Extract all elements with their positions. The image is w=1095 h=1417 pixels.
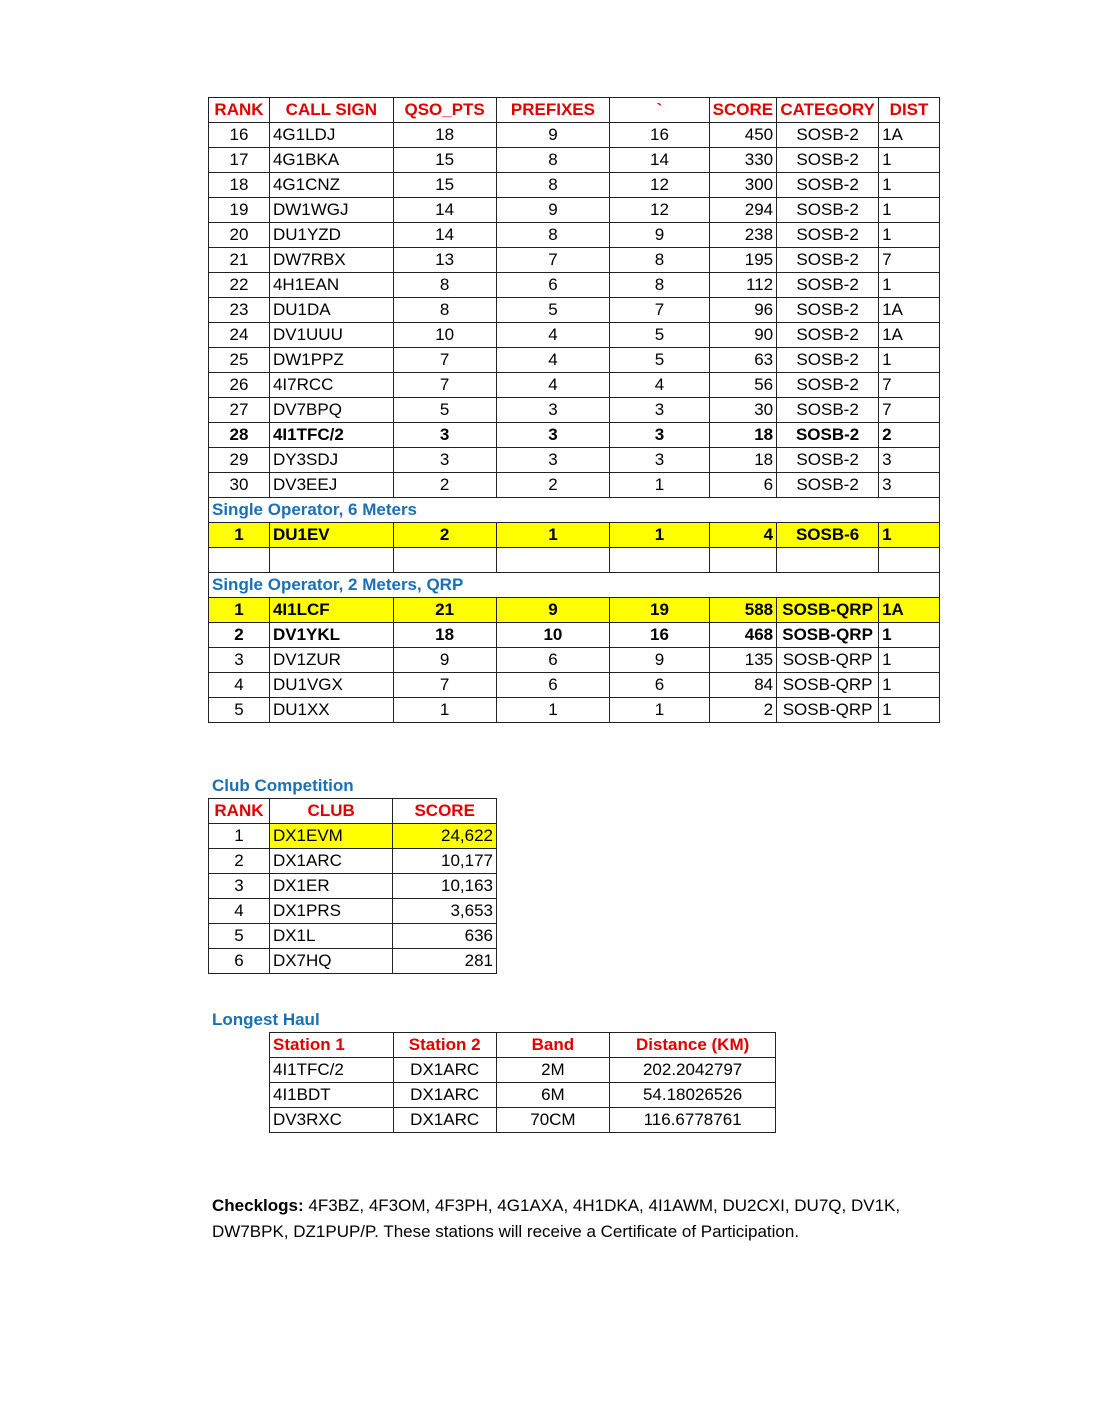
table-row — [209, 348, 940, 373]
cell-score: 96 — [709, 298, 776, 323]
blank-cell — [709, 548, 776, 573]
cell-score: 468 — [709, 623, 776, 648]
cell-backtick: 5 — [610, 348, 709, 373]
cell-call-sign: DU1XX — [269, 698, 393, 723]
haul-header-station-1: Station 1 — [270, 1033, 394, 1058]
cell-backtick: 19 — [610, 598, 709, 623]
table-row — [270, 1108, 776, 1133]
club-cell-club: DX1ER — [269, 874, 392, 899]
cell-backtick: 8 — [610, 248, 709, 273]
cell-call-sign: DV3EEJ — [269, 473, 393, 498]
club-competition-table — [208, 798, 497, 974]
cell-call-sign: DV1YKL — [269, 623, 393, 648]
header-dist: DIST — [879, 98, 940, 123]
haul-header-band: Band — [496, 1033, 610, 1058]
cell-backtick: 6 — [610, 673, 709, 698]
table-row — [209, 173, 940, 198]
table-row — [209, 198, 940, 223]
table-row — [209, 623, 940, 648]
cell-qso-pts: 7 — [393, 373, 496, 398]
cell-category: SOSB-QRP — [777, 648, 879, 673]
club-header-club: CLUB — [269, 799, 392, 824]
cell-score: 84 — [709, 673, 776, 698]
cell-call-sign: DV7BPQ — [269, 398, 393, 423]
club-cell-score: 10,177 — [393, 849, 497, 874]
cell-dist: 1 — [879, 523, 940, 548]
cell-category: SOSB-2 — [777, 248, 879, 273]
cell-backtick: 14 — [610, 148, 709, 173]
cell-category: SOSB-2 — [777, 373, 879, 398]
club-cell-club: DX7HQ — [269, 949, 392, 974]
cell-score: 238 — [709, 223, 776, 248]
main-results-table — [208, 97, 940, 723]
cell-rank: 16 — [209, 123, 270, 148]
cell-category: SOSB-2 — [777, 348, 879, 373]
table-row — [209, 673, 940, 698]
cell-score: 112 — [709, 273, 776, 298]
table-row — [209, 598, 940, 623]
haul-cell-station-1: 4I1BDT — [270, 1083, 394, 1108]
cell-rank: 20 — [209, 223, 270, 248]
table-row — [209, 398, 940, 423]
cell-prefixes: 9 — [496, 123, 610, 148]
cell-call-sign: DV1UUU — [269, 323, 393, 348]
cell-backtick: 3 — [610, 398, 709, 423]
cell-backtick: 1 — [610, 523, 709, 548]
cell-qso-pts: 3 — [393, 423, 496, 448]
cell-qso-pts: 15 — [393, 148, 496, 173]
cell-call-sign: 4G1BKA — [269, 148, 393, 173]
blank-cell — [209, 548, 270, 573]
cell-score: 2 — [709, 698, 776, 723]
cell-rank: 2 — [209, 623, 270, 648]
cell-rank: 5 — [209, 698, 270, 723]
cell-rank: 25 — [209, 348, 270, 373]
table-row — [209, 323, 940, 348]
haul-cell-station-2: DX1ARC — [393, 1058, 496, 1083]
cell-backtick: 4 — [610, 373, 709, 398]
haul-cell-distance: 202.2042797 — [610, 1058, 776, 1083]
haul-cell-band: 6M — [496, 1083, 610, 1108]
cell-dist: 1 — [879, 623, 940, 648]
cell-dist: 1 — [879, 348, 940, 373]
cell-category: SOSB-QRP — [777, 598, 879, 623]
cell-prefixes: 5 — [496, 298, 610, 323]
cell-prefixes: 3 — [496, 398, 610, 423]
cell-call-sign: DY3SDJ — [269, 448, 393, 473]
cell-score: 588 — [709, 598, 776, 623]
club-cell-club: DX1EVM — [269, 824, 392, 849]
cell-qso-pts: 8 — [393, 298, 496, 323]
club-cell-score: 3,653 — [393, 899, 497, 924]
table-row — [209, 523, 940, 548]
haul-cell-station-2: DX1ARC — [393, 1083, 496, 1108]
cell-score: 195 — [709, 248, 776, 273]
club-cell-score: 10,163 — [393, 874, 497, 899]
table-row — [209, 298, 940, 323]
haul-header-distance: Distance (KM) — [610, 1033, 776, 1058]
main-header-row — [209, 98, 940, 123]
cell-prefixes: 8 — [496, 148, 610, 173]
cell-backtick: 12 — [610, 173, 709, 198]
table-row — [209, 924, 497, 949]
cell-call-sign: DU1VGX — [269, 673, 393, 698]
cell-rank: 18 — [209, 173, 270, 198]
cell-prefixes: 2 — [496, 473, 610, 498]
cell-dist: 1 — [879, 223, 940, 248]
cell-score: 6 — [709, 473, 776, 498]
cell-backtick: 5 — [610, 323, 709, 348]
cell-dist: 1A — [879, 298, 940, 323]
table-row — [209, 273, 940, 298]
cell-prefixes: 9 — [496, 598, 610, 623]
table-row — [209, 874, 497, 899]
table-row — [209, 148, 940, 173]
cell-qso-pts: 18 — [393, 623, 496, 648]
cell-backtick: 16 — [610, 623, 709, 648]
cell-prefixes: 9 — [496, 198, 610, 223]
table-row — [270, 1058, 776, 1083]
cell-call-sign: 4G1LDJ — [269, 123, 393, 148]
cell-qso-pts: 21 — [393, 598, 496, 623]
longest-haul-title: Longest Haul — [212, 1010, 320, 1029]
blank-row — [209, 548, 940, 573]
header-qso-pts: QSO_PTS — [393, 98, 496, 123]
cell-score: 294 — [709, 198, 776, 223]
cell-rank: 1 — [209, 523, 270, 548]
cell-score: 18 — [709, 423, 776, 448]
cell-backtick: 1 — [610, 473, 709, 498]
cell-prefixes: 8 — [496, 173, 610, 198]
cell-category: SOSB-2 — [777, 223, 879, 248]
blank-cell — [879, 548, 940, 573]
cell-category: SOSB-2 — [777, 473, 879, 498]
cell-dist: 1 — [879, 273, 940, 298]
checklogs-label: Checklogs: — [212, 1196, 304, 1215]
cell-rank: 27 — [209, 398, 270, 423]
cell-score: 18 — [709, 448, 776, 473]
cell-category: SOSB-2 — [777, 323, 879, 348]
club-cell-rank: 6 — [209, 949, 270, 974]
cell-qso-pts: 14 — [393, 198, 496, 223]
club-header-score: SCORE — [393, 799, 497, 824]
cell-dist: 1A — [879, 598, 940, 623]
blank-cell — [610, 548, 709, 573]
cell-category: SOSB-2 — [777, 423, 879, 448]
cell-backtick: 1 — [610, 698, 709, 723]
table-row — [209, 473, 940, 498]
cell-qso-pts: 9 — [393, 648, 496, 673]
haul-cell-distance: 54.18026526 — [610, 1083, 776, 1108]
club-cell-club: DX1PRS — [269, 899, 392, 924]
cell-rank: 19 — [209, 198, 270, 223]
blank-cell — [269, 548, 393, 573]
cell-qso-pts: 10 — [393, 323, 496, 348]
cell-category: SOSB-QRP — [777, 623, 879, 648]
cell-dist: 1 — [879, 198, 940, 223]
club-header-row — [209, 799, 497, 824]
cell-dist: 2 — [879, 423, 940, 448]
cell-qso-pts: 1 — [393, 698, 496, 723]
cell-rank: 28 — [209, 423, 270, 448]
table-row — [209, 899, 497, 924]
cell-call-sign: DW1WGJ — [269, 198, 393, 223]
cell-prefixes: 1 — [496, 698, 610, 723]
table-row — [209, 949, 497, 974]
cell-call-sign: DW1PPZ — [269, 348, 393, 373]
cell-rank: 24 — [209, 323, 270, 348]
cell-qso-pts: 7 — [393, 673, 496, 698]
table-row — [209, 373, 940, 398]
haul-cell-station-2: DX1ARC — [393, 1108, 496, 1133]
section-title-row — [209, 573, 940, 598]
cell-prefixes: 3 — [496, 448, 610, 473]
cell-rank: 3 — [209, 648, 270, 673]
cell-qso-pts: 14 — [393, 223, 496, 248]
cell-score: 56 — [709, 373, 776, 398]
club-header-rank: RANK — [209, 799, 270, 824]
cell-rank: 29 — [209, 448, 270, 473]
section-title-row — [209, 498, 940, 523]
cell-rank: 17 — [209, 148, 270, 173]
table-row — [209, 648, 940, 673]
cell-call-sign: 4H1EAN — [269, 273, 393, 298]
table-row — [209, 223, 940, 248]
cell-dist: 3 — [879, 473, 940, 498]
cell-category: SOSB-2 — [777, 448, 879, 473]
cell-score: 63 — [709, 348, 776, 373]
haul-cell-band: 2M — [496, 1058, 610, 1083]
longest-haul-table — [269, 1032, 776, 1133]
cell-prefixes: 4 — [496, 348, 610, 373]
cell-dist: 1 — [879, 148, 940, 173]
cell-call-sign: DW7RBX — [269, 248, 393, 273]
checklogs-paragraph — [212, 1193, 932, 1245]
cell-qso-pts: 3 — [393, 448, 496, 473]
cell-backtick: 8 — [610, 273, 709, 298]
cell-qso-pts: 13 — [393, 248, 496, 273]
cell-dist: 7 — [879, 248, 940, 273]
cell-backtick: 16 — [610, 123, 709, 148]
club-cell-score: 24,622 — [393, 824, 497, 849]
cell-prefixes: 4 — [496, 373, 610, 398]
cell-prefixes: 3 — [496, 423, 610, 448]
cell-score: 4 — [709, 523, 776, 548]
cell-category: SOSB-2 — [777, 398, 879, 423]
section-title: Single Operator, 2 Meters, QRP — [209, 573, 940, 598]
cell-prefixes: 1 — [496, 523, 610, 548]
header-rank: RANK — [209, 98, 270, 123]
cell-call-sign: DU1EV — [269, 523, 393, 548]
cell-category: SOSB-2 — [777, 123, 879, 148]
header-call-sign: CALL SIGN — [269, 98, 393, 123]
cell-score: 300 — [709, 173, 776, 198]
cell-qso-pts: 5 — [393, 398, 496, 423]
cell-backtick: 9 — [610, 648, 709, 673]
cell-category: SOSB-2 — [777, 173, 879, 198]
cell-call-sign: DV1ZUR — [269, 648, 393, 673]
cell-category: SOSB-2 — [777, 198, 879, 223]
header-category: CATEGORY — [777, 98, 879, 123]
haul-cell-band: 70CM — [496, 1108, 610, 1133]
cell-call-sign: 4I1LCF — [269, 598, 393, 623]
cell-dist: 1A — [879, 323, 940, 348]
blank-cell — [496, 548, 610, 573]
cell-prefixes: 4 — [496, 323, 610, 348]
club-cell-rank: 5 — [209, 924, 270, 949]
cell-prefixes: 6 — [496, 673, 610, 698]
blank-cell — [777, 548, 879, 573]
cell-dist: 1 — [879, 173, 940, 198]
header-score: SCORE — [709, 98, 776, 123]
cell-qso-pts: 15 — [393, 173, 496, 198]
cell-score: 90 — [709, 323, 776, 348]
cell-backtick: 7 — [610, 298, 709, 323]
cell-backtick: 3 — [610, 448, 709, 473]
cell-rank: 22 — [209, 273, 270, 298]
cell-backtick: 3 — [610, 423, 709, 448]
table-row — [209, 824, 497, 849]
cell-score: 30 — [709, 398, 776, 423]
header-prefixes: PREFIXES — [496, 98, 610, 123]
table-row — [209, 849, 497, 874]
cell-dist: 1 — [879, 698, 940, 723]
cell-backtick: 12 — [610, 198, 709, 223]
cell-prefixes: 8 — [496, 223, 610, 248]
club-cell-score: 281 — [393, 949, 497, 974]
cell-category: SOSB-2 — [777, 298, 879, 323]
cell-prefixes: 6 — [496, 648, 610, 673]
club-cell-rank: 4 — [209, 899, 270, 924]
club-cell-rank: 2 — [209, 849, 270, 874]
header-backtick: ` — [610, 98, 709, 123]
section-title: Single Operator, 6 Meters — [209, 498, 940, 523]
cell-category: SOSB-6 — [777, 523, 879, 548]
cell-prefixes: 6 — [496, 273, 610, 298]
cell-qso-pts: 2 — [393, 473, 496, 498]
table-row — [270, 1083, 776, 1108]
cell-dist: 1 — [879, 648, 940, 673]
cell-category: SOSB-2 — [777, 148, 879, 173]
club-competition-title: Club Competition — [212, 776, 354, 795]
cell-qso-pts: 8 — [393, 273, 496, 298]
cell-dist: 7 — [879, 398, 940, 423]
cell-rank: 23 — [209, 298, 270, 323]
table-row — [209, 248, 940, 273]
cell-rank: 1 — [209, 598, 270, 623]
cell-category: SOSB-QRP — [777, 698, 879, 723]
club-cell-rank: 1 — [209, 824, 270, 849]
cell-rank: 30 — [209, 473, 270, 498]
cell-call-sign: DU1DA — [269, 298, 393, 323]
cell-rank: 26 — [209, 373, 270, 398]
cell-qso-pts: 2 — [393, 523, 496, 548]
blank-cell — [393, 548, 496, 573]
cell-dist: 3 — [879, 448, 940, 473]
cell-qso-pts: 7 — [393, 348, 496, 373]
cell-rank: 4 — [209, 673, 270, 698]
club-cell-score: 636 — [393, 924, 497, 949]
haul-header-row — [270, 1033, 776, 1058]
cell-qso-pts: 18 — [393, 123, 496, 148]
table-row — [209, 123, 940, 148]
cell-call-sign: DU1YZD — [269, 223, 393, 248]
cell-backtick: 9 — [610, 223, 709, 248]
cell-dist: 1 — [879, 673, 940, 698]
haul-cell-distance: 116.6778761 — [610, 1108, 776, 1133]
checklogs-text: 4F3BZ, 4F3OM, 4F3PH, 4G1AXA, 4H1DKA, 4I1AWM, DU2CXI, DU7Q, DV1K, DW7BPK, DZ1PUP/P. These stations will receive a Certificate of Participation. — [212, 1196, 901, 1241]
table-row — [209, 448, 940, 473]
haul-cell-station-1: DV3RXC — [270, 1108, 394, 1133]
cell-category: SOSB-QRP — [777, 673, 879, 698]
haul-header-station-2: Station 2 — [393, 1033, 496, 1058]
table-row — [209, 423, 940, 448]
cell-category: SOSB-2 — [777, 273, 879, 298]
haul-cell-station-1: 4I1TFC/2 — [270, 1058, 394, 1083]
cell-dist: 7 — [879, 373, 940, 398]
cell-prefixes: 7 — [496, 248, 610, 273]
cell-call-sign: 4I1TFC/2 — [269, 423, 393, 448]
club-cell-rank: 3 — [209, 874, 270, 899]
table-row — [209, 698, 940, 723]
club-cell-club: DX1ARC — [269, 849, 392, 874]
cell-dist: 1A — [879, 123, 940, 148]
cell-score: 135 — [709, 648, 776, 673]
cell-score: 450 — [709, 123, 776, 148]
cell-rank: 21 — [209, 248, 270, 273]
cell-call-sign: 4G1CNZ — [269, 173, 393, 198]
cell-call-sign: 4I7RCC — [269, 373, 393, 398]
cell-score: 330 — [709, 148, 776, 173]
club-cell-club: DX1L — [269, 924, 392, 949]
cell-prefixes: 10 — [496, 623, 610, 648]
